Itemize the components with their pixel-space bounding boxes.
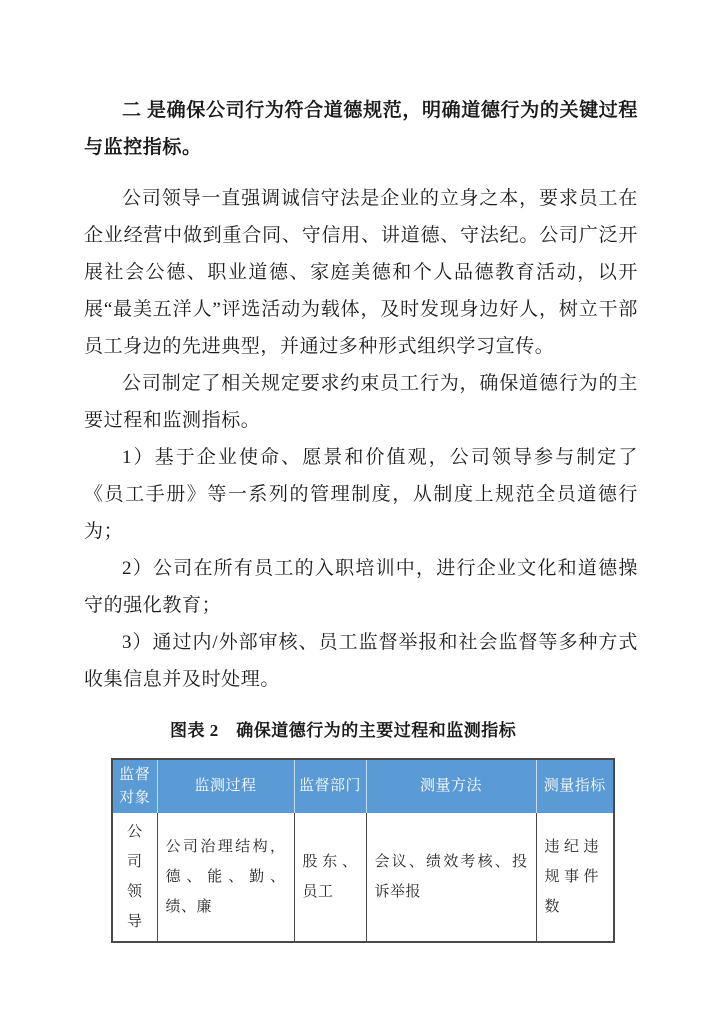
cell-supervision-target: 公司领导	[112, 813, 157, 942]
cell-supervision-dept: 股东、员工	[294, 813, 366, 942]
paragraph-item-2: 2）公司在所有员工的入职培训中，进行企业文化和道德操守的强化教育；	[84, 558, 638, 616]
ethics-monitoring-table	[111, 758, 615, 943]
header-cell-supervision-target: 监督对象	[112, 759, 157, 813]
cell-measurement-indicator: 违纪违规事件数	[536, 813, 614, 942]
cell-monitoring-process: 公司治理结构，德、能、勤、绩、廉	[157, 813, 294, 942]
table-header-row	[112, 759, 614, 813]
cell-measurement-method: 会议、绩效考核、投诉举报	[366, 813, 536, 942]
paragraph-item-3: 3）通过内/外部审核、员工监督举报和社会监督等多种方式收集信息并及时处理。	[84, 632, 638, 690]
section-heading: 二 是确保公司行为符合道德规范，明确道德行为的关键过程与监控指标。	[84, 100, 638, 158]
header-cell-measurement-indicator: 测量指标	[536, 759, 614, 813]
table-caption: 图表 2 确保道德行为的主要过程和监测指标	[170, 721, 517, 740]
paragraph-item-1: 1）基于企业使命、愿景和价值观，公司领导参与制定了《员工手册》等一系列的管理制度，从制度上规范全员道德行为；	[84, 447, 638, 542]
header-cell-supervision-dept: 监督部门	[294, 759, 366, 813]
paragraph-intro: 公司领导一直强调诚信守法是企业的立身之本，要求员工在企业经营中做到重合同、守信用、讲道德、守法纪。公司广泛开展社会公德、职业道德、家庭美德和个人品德教育活动，以开展“最美五洋人”评选活动为载体，及时发现身边好人，树立干部员工身边的先进典型，并通过多种形式组织学习宣传。	[84, 188, 638, 357]
paragraph-regulations: 公司制定了相关规定要求约束员工行为，确保道德行为的主要过程和监测指标。	[84, 373, 638, 431]
table-row	[112, 813, 614, 942]
header-cell-monitoring-process: 监测过程	[157, 759, 294, 813]
header-cell-measurement-method: 测量方法	[366, 759, 536, 813]
